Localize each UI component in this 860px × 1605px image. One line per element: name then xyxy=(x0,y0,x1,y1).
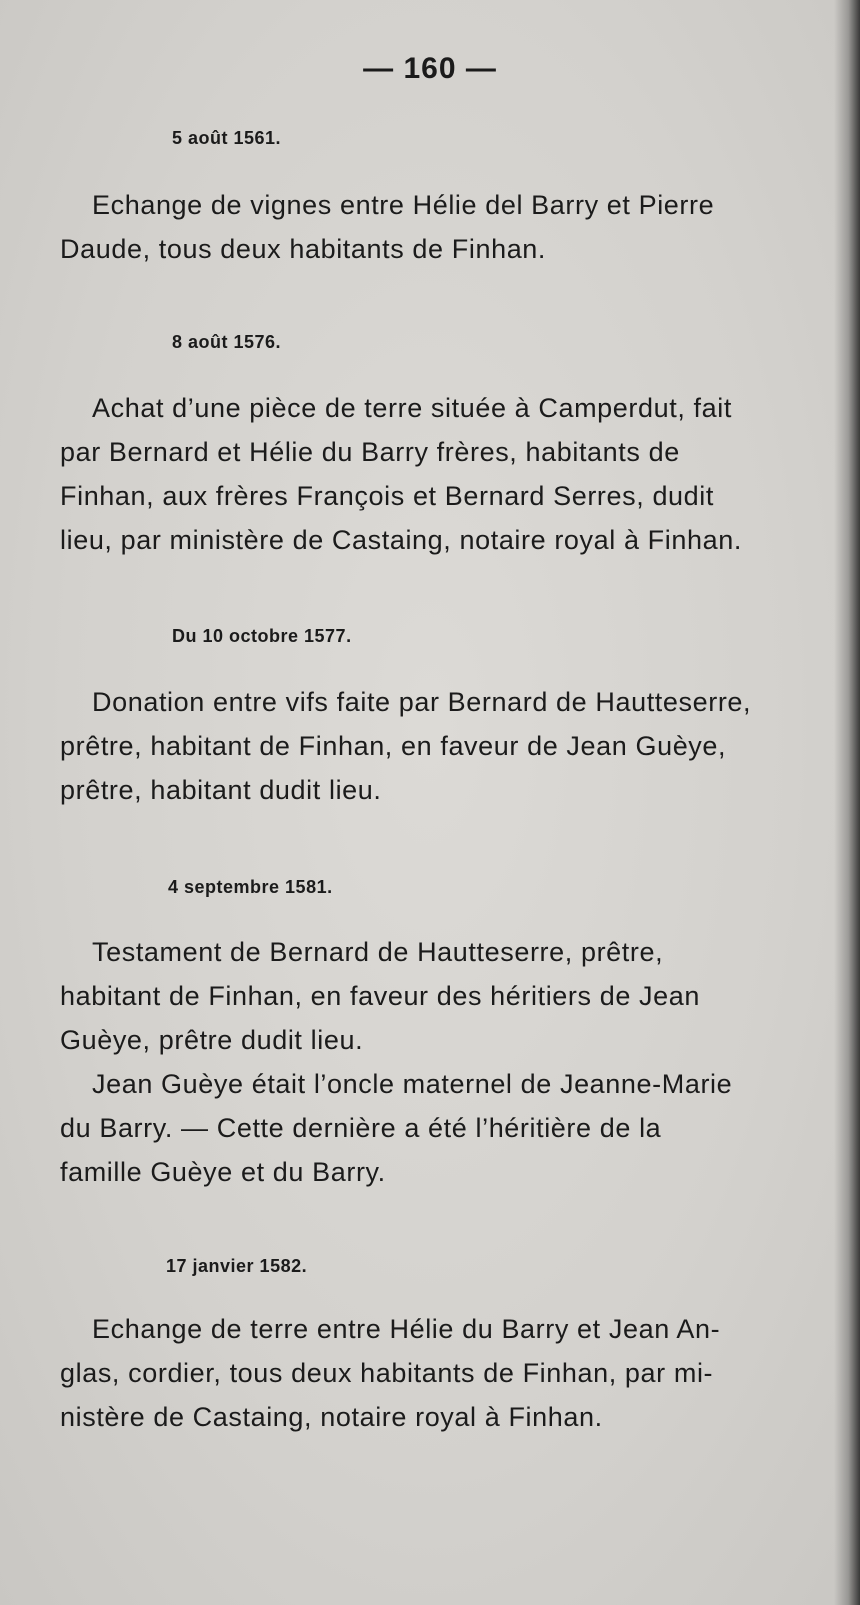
text-line: Finhan, aux frères François et Bernard Serres, dudit xyxy=(60,481,714,511)
text-line: Echange de vignes entre Hélie del Barry et Pierre xyxy=(92,190,715,220)
text-line: par Bernard et Hélie du Barry frères, habitants de xyxy=(60,437,680,467)
page-spine-shadow xyxy=(834,0,860,1605)
entry-date: 4 septembre 1581. xyxy=(168,877,333,897)
text-line: prêtre, habitant de Finhan, en faveur de Jean Guèye, xyxy=(60,731,727,761)
entry-text xyxy=(60,680,815,812)
entry-date: Du 10 octobre 1577. xyxy=(172,626,352,646)
text-line: Echange de terre entre Hélie du Barry et Jean An- xyxy=(92,1314,721,1344)
text-line: lieu, par ministère de Castaing, notaire royal à Finhan. xyxy=(60,525,742,555)
text-line: du Barry. — Cette dernière a été l’héritière de la xyxy=(60,1113,662,1143)
entry-text xyxy=(60,930,815,1194)
entry-date: 5 août 1561. xyxy=(172,128,282,148)
entry-text xyxy=(60,1307,815,1439)
text-line: nistère de Castaing, notaire royal à Finhan. xyxy=(60,1402,603,1432)
text-line: Guèye, prêtre dudit lieu. xyxy=(60,1025,364,1055)
text-line: famille Guèye et du Barry. xyxy=(60,1157,386,1187)
text-line: habitant de Finhan, en faveur des héritiers de Jean xyxy=(60,981,700,1011)
text-line: Testament de Bernard de Hautteserre, prêtre, xyxy=(92,937,664,967)
text-line: Achat d’une pièce de terre située à Camperdut, fait xyxy=(92,393,732,423)
entry-text xyxy=(60,386,815,562)
text-line: Donation entre vifs faite par Bernard de Hautteserre, xyxy=(92,687,752,717)
text-line: Jean Guèye était l’oncle maternel de Jeanne-Marie xyxy=(92,1069,733,1099)
text-line: prêtre, habitant dudit lieu. xyxy=(60,775,382,805)
text-line: Daude, tous deux habitants de Finhan. xyxy=(60,234,547,264)
entry-date: 8 août 1576. xyxy=(172,332,282,352)
page-number: — 160 — xyxy=(363,52,497,85)
entry-text xyxy=(60,183,815,271)
entry-date: 17 janvier 1582. xyxy=(166,1256,308,1276)
text-line: glas, cordier, tous deux habitants de Finhan, par mi- xyxy=(60,1358,714,1388)
